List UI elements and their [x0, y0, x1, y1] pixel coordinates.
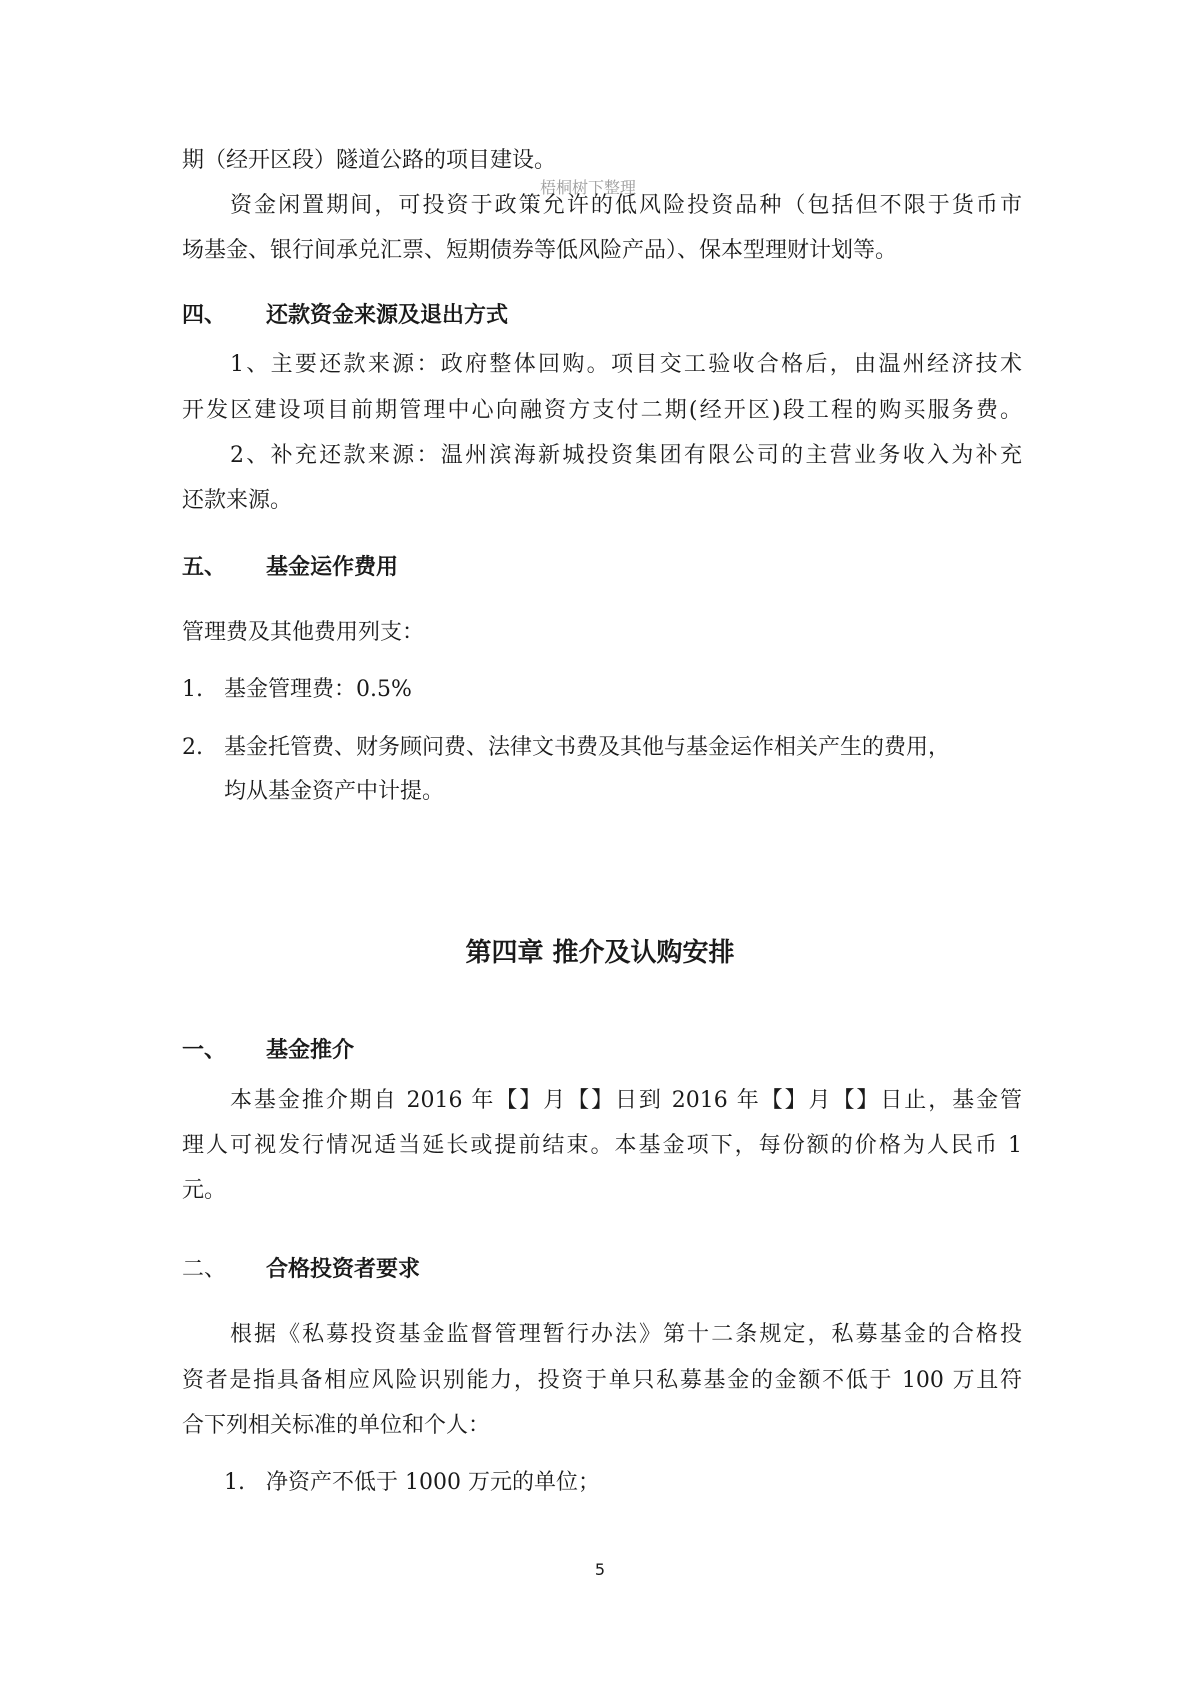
section-number: 二、 [182, 1257, 227, 1282]
section-title: 还款资金来源及退出方式 [266, 303, 509, 328]
paragraph-line: 开发区建设项目前期管理中心向融资方支付二期(经开区)段工程的购买服务费。 [182, 398, 1022, 423]
section-heading-2 [182, 1255, 1022, 1285]
section-title: 基金运作费用 [266, 555, 399, 580]
paragraph-line: 元。 [182, 1178, 227, 1203]
list-item [182, 733, 1022, 763]
list-text: 净资产不低于 1000 万元的单位； [266, 1470, 600, 1495]
list-number: 2. [182, 735, 203, 760]
list-number: 1. [182, 677, 203, 702]
paragraph-line: 管理费及其他费用列支： [182, 620, 425, 645]
paragraph-line: 2、补充还款来源：温州滨海新城投资集团有限公司的主营业务收入为补充 [230, 443, 1022, 468]
paragraph-line: 均从基金资产中计提。 [224, 779, 445, 804]
section-title: 合格投资者要求 [266, 1257, 421, 1282]
paragraph-line: 本基金推介期自 2016 年【】月【】日到 2016 年【】月【】日止，基金管 [230, 1088, 1022, 1113]
list-number: 1. [224, 1470, 245, 1495]
paragraph-line: 合下列相关标准的单位和个人： [182, 1413, 491, 1438]
paragraph-line: 理人可视发行情况适当延长或提前结束。本基金项下，每份额的价格为人民币 1 [182, 1133, 1022, 1158]
page-number: 5 [594, 1560, 606, 1579]
section-number: 一、 [182, 1038, 227, 1063]
list-text: 基金管理费：0.5% [224, 677, 412, 702]
paragraph-line: 资者是指具备相应风险识别能力，投资于单只私募基金的金额不低于 100 万且符 [182, 1368, 1022, 1393]
paragraph-line: 场基金、银行间承兑汇票、短期债券等低风险产品）、保本型理财计划等。 [182, 238, 898, 263]
list-item [224, 1468, 1022, 1498]
watermark: 梧桐树下整理 [540, 178, 637, 197]
section-heading-5 [182, 553, 1022, 583]
paragraph-line: 根据《私募投资基金监督管理暂行办法》第十二条规定，私募基金的合格投 [230, 1322, 1022, 1347]
section-number: 四、 [182, 303, 227, 328]
section-heading-1 [182, 1036, 1022, 1066]
list-item [182, 675, 1022, 705]
list-text: 基金托管费、财务顾问费、法律文书费及其他与基金运作相关产生的费用， [224, 735, 951, 760]
paragraph-line: 资金闲置期间，可投资于政策允许的低风险投资品种（包括但不限于货币市 [230, 193, 1022, 218]
section-title: 基金推介 [266, 1038, 355, 1063]
paragraph-line: 期（经开区段）隧道公路的项目建设。 [182, 148, 557, 173]
chapter-title: 第四章 推介及认购安排 [465, 938, 735, 968]
paragraph-line: 1、主要还款来源：政府整体回购。项目交工验收合格后，由温州经济技术 [230, 352, 1022, 377]
section-number: 五、 [182, 555, 227, 580]
paragraph-line: 还款来源。 [182, 488, 293, 513]
section-heading-4 [182, 301, 1022, 331]
